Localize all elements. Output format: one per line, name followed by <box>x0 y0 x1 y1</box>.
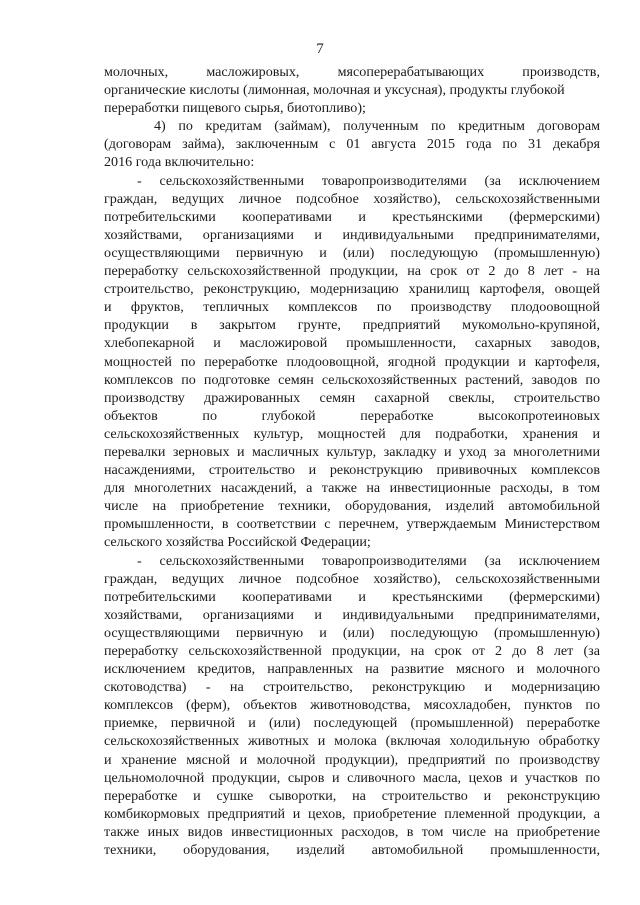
text-line: исключением кредитов, направленных на развитие мясного и молочного <box>104 661 600 678</box>
text-line: сельскохозяйственных животных и молока (включая холодильную обработку <box>104 733 600 750</box>
text-line: осуществляющими первичную и (или) последующую (промышленную) <box>104 624 600 641</box>
text-line: граждан, ведущих личное подсобное хозяйство), сельскохозяйственными <box>104 570 600 587</box>
text-line: объектов по глубокой переработке высокопротеиновых <box>104 407 600 424</box>
text-line: комплексов по подготовке семян сельскохозяйственных растений, заводов по <box>104 371 600 388</box>
text-line: переработки пищевого сырья, биотопливо); <box>104 100 366 117</box>
text-line: переработку сельскохозяйственной продукции, на срок от 2 до 8 лет (за <box>104 643 600 659</box>
text-line: для многолетних насаждений, а также на инвестиционные расходы, в том <box>104 480 600 497</box>
text-line: хозяйствами, организациями и индивидуальными предпринимателями, <box>104 226 600 243</box>
text-line: - сельскохозяйственными товаропроизводителями (за исключением <box>137 172 600 189</box>
text-line: перевалки зерновых и масличных культур, закладку и уход за многолетними <box>104 443 600 460</box>
text-line: числе на приобретение техники, оборудования, изделий автомобильной <box>104 498 600 515</box>
text-line: органические кислоты (лимонная, молочная и уксусная), продукты глубокой <box>104 82 565 99</box>
text-line: 4) по кредитам (займам), полученным по кредитным договорам <box>154 118 600 135</box>
text-line: мощностей по переработке плодоовощной, ягодной продукции и картофеля, <box>104 353 600 370</box>
text-line: строительство, реконструкцию, модернизацию хранилищ картофеля, овощей <box>104 281 600 298</box>
text-line: (договорам займа), заключенным с 01 августа 2015 года по 31 декабря <box>104 136 600 153</box>
text-line: - сельскохозяйственными товаропроизводителями (за исключением <box>137 552 600 569</box>
text-line: насаждениями, строительство и реконструкцию прививочных комплексов <box>104 462 600 479</box>
text-line: граждан, ведущих личное подсобное хозяйство), сельскохозяйственными <box>104 190 600 207</box>
text-line: также иных видов инвестиционных расходов, в том числе на приобретение <box>104 823 600 840</box>
page-number: 7 <box>316 41 324 57</box>
text-line: и хранение мясной и молочной продукции), предприятий по производству <box>104 751 600 768</box>
text-line: продукции в закрытом грунте, предприятий мукомольно-крупяной, <box>104 317 600 334</box>
text-line: хозяйствами, организациями и индивидуальными предпринимателями, <box>104 606 600 623</box>
text-line: переработку сельскохозяйственной продукции, на срок от 2 до 8 лет - на <box>104 263 600 280</box>
text-line: сельского хозяйства Российской Федерации; <box>104 534 371 551</box>
text-line: осуществляющими первичную и (или) последующую (промышленную) <box>104 244 600 261</box>
text-line: техники, оборудования, изделий автомобильной промышленности, <box>104 842 600 859</box>
text-line: приемке, первичной и (или) последующей (промышленной) переработке <box>104 715 600 732</box>
text-line: производству дражированных семян сахарной свеклы, строительство <box>104 389 600 406</box>
text-line: потребительскими кооперативами и крестьянскими (фермерскими) <box>104 208 600 225</box>
document-body <box>104 63 600 859</box>
text-line: скотоводства) - на строительство, реконструкцию и модернизацию <box>104 679 600 696</box>
text-line: хлебопекарной и масложировой промышленности, сахарных заводов, <box>104 335 600 352</box>
text-line: молочных, масложировых, мясоперерабатывающих производств, <box>104 64 600 80</box>
text-line: и фруктов, тепличных комплексов по производству плодоовощной <box>104 299 600 316</box>
text-line: переработке и сушке сыворотки, на строительство и реконструкцию <box>104 787 600 804</box>
text-line: комплексов (ферм), объектов животноводства, мясохладобен, пунктов по <box>104 697 600 714</box>
text-line: цельномолочной продукции, сыров и сливочного масла, цехов и участков по <box>104 769 600 786</box>
text-line: сельскохозяйственных культур, мощностей для подработки, хранения и <box>104 425 600 442</box>
text-line: потребительскими кооперативами и крестьянскими (фермерскими) <box>104 588 600 605</box>
text-line: 2016 года включительно: <box>104 154 255 171</box>
text-line: промышленности, в соответствии с перечнем, утверждаемым Министерством <box>104 516 600 533</box>
text-line: комбикормовых предприятий и цехов, приобретение племенной продукции, а <box>104 805 600 822</box>
